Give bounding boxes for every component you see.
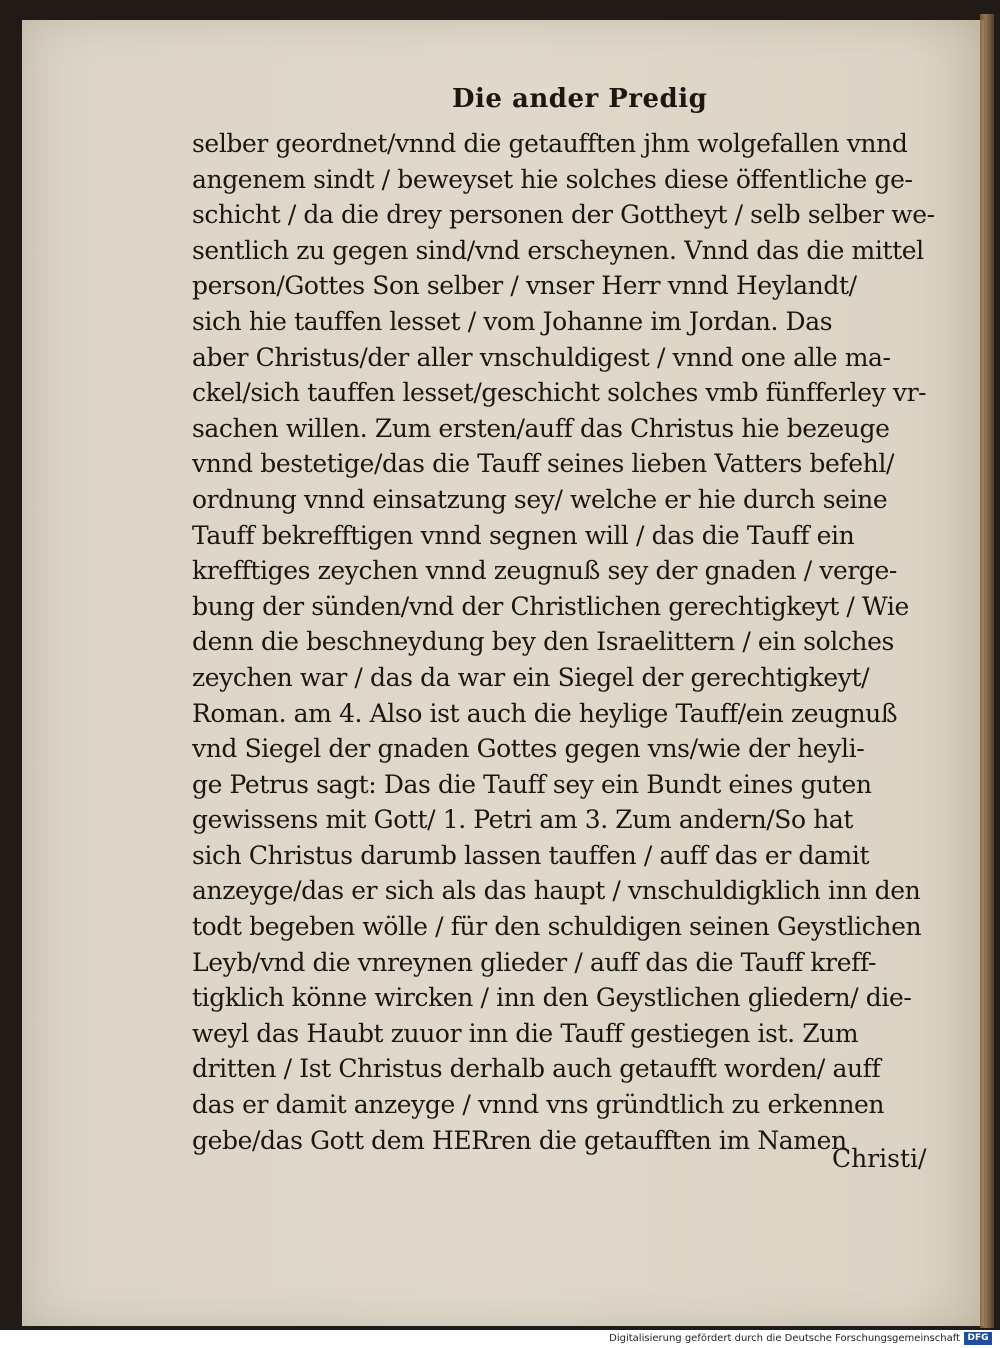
running-head: Die ander Predig [452,84,708,114]
text-line: dritten / Ist Christus derhalb auch getaufft worden/ auff [192,1054,881,1084]
text-line: Roman. am 4. Also ist auch die heylige Tauff/ein zeugnuß [192,698,898,728]
text-line: sich Christus darumb lassen tauffen / auff das er damit [192,840,870,870]
text-line: sich hie tauffen lesset / vom Johanne im Jordan. Das [192,306,833,336]
text-line: krefftiges zeychen vnnd zeugnuß sey der gnaden / verge- [192,556,897,586]
text-line: gebe/das Gott dem HERren die getaufften im Namen [192,1125,847,1155]
text-line: bung der sünden/vnd der Christlichen gerechtigkeyt / Wie [192,591,909,621]
text-line: angenem sindt / beweyset hie solches diese öffentliche ge- [192,164,913,194]
text-line: aber Christus/der aller vnschuldigest / vnnd one alle ma- [192,342,891,372]
text-line: schicht / da die drey personen der Gottheyt / selb selber we- [192,200,935,230]
text-line: sachen willen. Zum ersten/auff das Christus hie bezeuge [192,413,890,443]
text-line: tigklich könne wircken / inn den Geystlichen gliedern/ die- [192,983,912,1013]
text-line: sentlich zu gegen sind/vnd erscheynen. Vnnd das die mittel [192,235,924,265]
text-line: ge Petrus sagt: Das die Tauff sey ein Bundt eines guten [192,769,872,799]
text-line: person/Gottes Son selber / vnser Herr vnnd Heylandt/ [192,271,857,301]
text-line: zeychen war / das da war ein Siegel der gerechtigkeyt/ [192,662,870,692]
text-line: Tauff bekrefftigen vnnd segnen will / das die Tauff ein [192,520,855,550]
text-line: vnd Siegel der gnaden Gottes gegen vns/wie der heyli- [192,734,865,764]
text-line: ordnung vnnd einsatzung sey/ welche er hie durch seine [192,484,888,514]
text-line: Leyb/vnd die vnreynen glieder / auff das die Tauff kreff- [192,947,876,977]
text-line: das er damit anzeyge / vnnd vns gründtlich zu erkennen [192,1090,885,1120]
body-text [192,126,944,1158]
page-edge [980,14,994,1328]
catchword: Christi/ [832,1144,927,1173]
footer-credit: Digitalisierung gefördert durch die Deutsche Forschungsgemeinschaft [609,1333,960,1344]
text-line: todt begeben wölle / für den schuldigen seinen Geystlichen [192,912,922,942]
text-line: gewissens mit Gott/ 1. Petri am 3. Zum andern/So hat [192,805,854,835]
text-line: anzeyge/das er sich als das haupt / vnschuldigklich inn den [192,876,921,906]
text-line: ckel/sich tauffen lesset/geschicht solches vmb fünfferley vr- [192,378,927,408]
text-line: denn die beschneydung bey den Israelittern / ein solches [192,627,894,657]
text-line: vnnd bestetige/das die Tauff seines lieben Vatters befehl/ [192,449,894,479]
text-line: weyl das Haubt zuuor inn die Tauff gestiegen ist. Zum [192,1018,859,1048]
dfg-logo: DFG [964,1332,992,1345]
text-line: selber geordnet/vnnd die getaufften jhm wolgefallen vnnd [192,129,908,158]
